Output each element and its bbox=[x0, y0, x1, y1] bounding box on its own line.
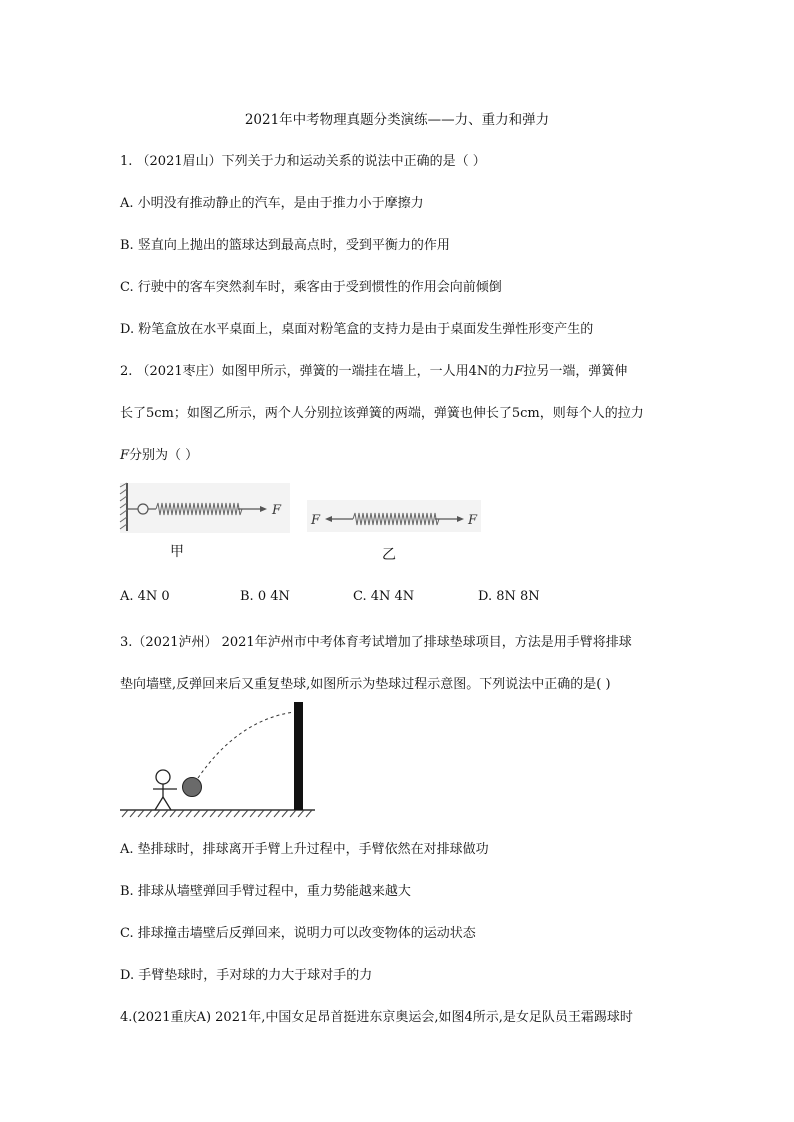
page-title: 2021年中考物理真题分类演练——力、重力和弹力 bbox=[244, 112, 550, 128]
q2-stem-line1 bbox=[120, 360, 627, 379]
q4-stem-line1: 4.(2021重庆A) 2021年,中国女足昂首挺进东京奥运会,如图4所示,是女足队员王霜踢球时 bbox=[120, 1010, 633, 1025]
q2-options bbox=[120, 589, 540, 604]
q2-force-symbol: F bbox=[514, 364, 524, 379]
q2-stem-line3-post: 分别为（ ） bbox=[129, 448, 199, 463]
q1-option-a: A. 小明没有推动静止的汽车，是由于推力小于摩擦力 bbox=[120, 196, 424, 211]
q3-option-d: D. 手臂垫球时，手对球的力大于球对手的力 bbox=[120, 968, 373, 983]
force-label-right-right: F bbox=[468, 513, 478, 528]
q2-option-d: D. 8N 8N bbox=[478, 589, 540, 604]
force-label-left: F bbox=[272, 503, 282, 518]
q3-stem-line1: 3.（2021泸州） 2021年泸州市中考体育考试增加了排球垫球项目，方法是用手臂将排球 bbox=[120, 635, 632, 650]
q3-stem-line2: 垫向墙壁,反弹回来后又重复垫球,如图所示为垫球过程示意图。下列说法中正确的是( ) bbox=[120, 677, 611, 692]
q3-option-a: A. 垫排球时，排球离开手臂上升过程中，手臂依然在对排球做功 bbox=[120, 842, 489, 857]
q2-option-c: C. 4N 4N bbox=[353, 589, 415, 604]
q3-option-b: B. 排球从墙壁弹回手臂过程中，重力势能越来越大 bbox=[120, 884, 411, 899]
q2-stem-line3 bbox=[120, 444, 198, 463]
figure-caption-yi: 乙 bbox=[382, 547, 396, 563]
q2-stem-post: 拉另一端，弹簧伸 bbox=[523, 364, 628, 379]
q1-option-b: B. 竖直向上抛出的篮球达到最高点时，受到平衡力的作用 bbox=[120, 238, 450, 253]
q2-force-symbol-2: F bbox=[120, 448, 130, 463]
q2-stem-line2: 长了5cm；如图乙所示，两个人分别拉该弹簧的两端，弹簧也伸长了5cm，则每个人的拉力 bbox=[120, 406, 644, 421]
volleyball-figure bbox=[120, 700, 320, 820]
q2-option-b: B. 0 4N bbox=[240, 589, 290, 604]
q1-option-c: C. 行驶中的客车突然刹车时，乘客由于受到惯性的作用会向前倾倒 bbox=[120, 280, 502, 295]
figure-caption-jia: 甲 bbox=[170, 544, 184, 560]
volleyball bbox=[183, 778, 202, 797]
spring-figure-left bbox=[120, 483, 290, 533]
q1-option-d: D. 粉笔盒放在水平桌面上，桌面对粉笔盒的支持力是由于桌面发生弹性形变产生的 bbox=[120, 322, 594, 337]
q2-option-a: A. 4N 0 bbox=[120, 589, 170, 604]
q2-stem-pre: 2. （2021枣庄）如图甲所示，弹簧的一端挂在墙上，一人用4N的力 bbox=[120, 364, 515, 379]
force-label-right-left: F bbox=[311, 513, 321, 528]
spring-figure-right bbox=[307, 500, 481, 532]
q1-stem: 1. （2021眉山）下列关于力和运动关系的说法中正确的是（ ） bbox=[120, 154, 486, 169]
q3-option-c: C. 排球撞击墙壁后反弹回来，说明力可以改变物体的运动状态 bbox=[120, 926, 476, 941]
